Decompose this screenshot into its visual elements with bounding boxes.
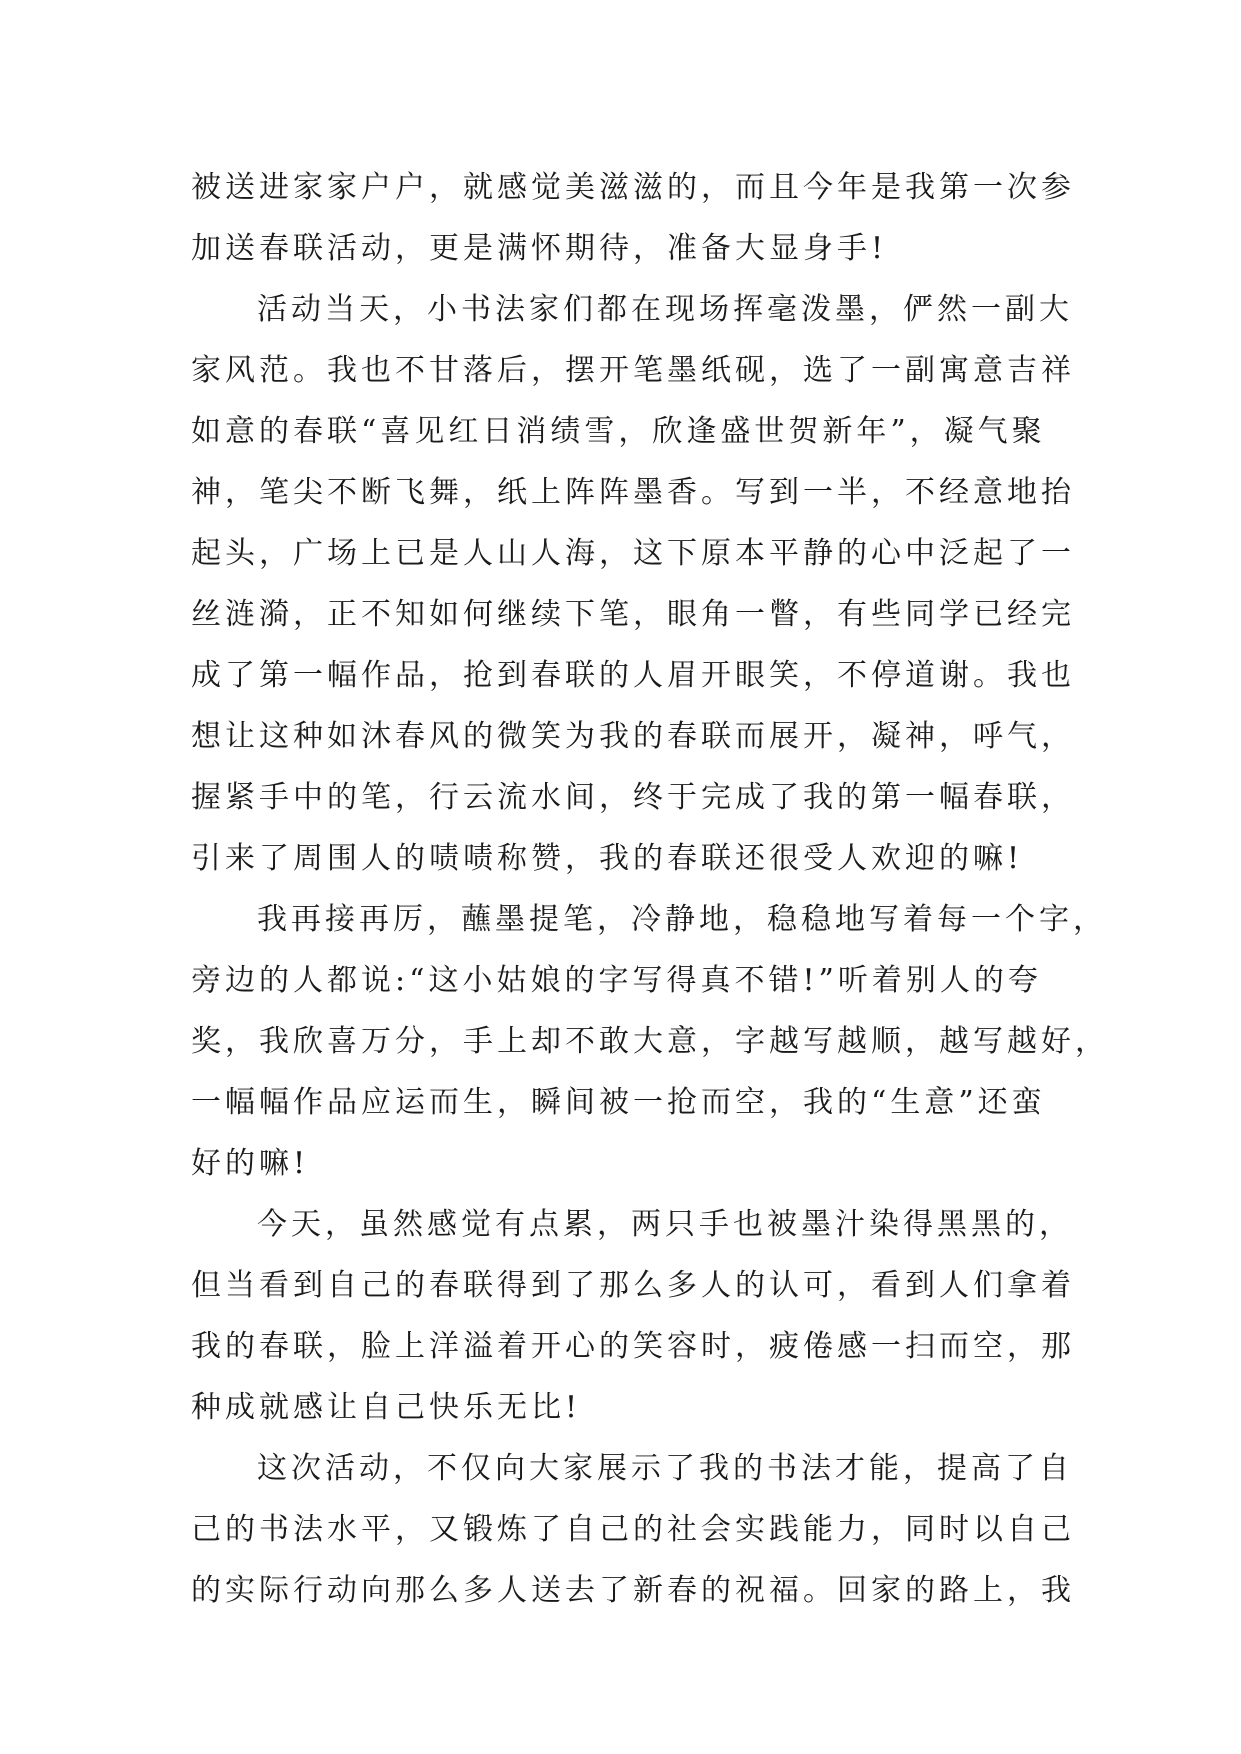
- text-line-1: 被送进家家户户，就感觉美滋滋的，而且今年是我第一次参: [191, 170, 1075, 205]
- text-line-4: 家风范。我也不甘落后，摆开笔墨纸砚，选了一副寓意吉祥: [191, 353, 1075, 388]
- text-line-19: 但当看到自己的春联得到了那么多人的认可，看到人们拿着: [191, 1268, 1075, 1303]
- essay-body: [191, 157, 1109, 1621]
- text-line-23: 己的书法水平，又锻炼了自己的社会实践能力，同时以自己: [191, 1512, 1075, 1547]
- text-line-18: 今天，虽然感觉有点累，两只手也被墨汁染得黑黑的，: [257, 1207, 1073, 1242]
- text-line-6: 神，笔尖不断飞舞，纸上阵阵墨香。写到一半，不经意地抬: [191, 475, 1075, 510]
- text-line-9: 成了第一幅作品，抢到春联的人眉开眼笑，不停道谢。我也: [191, 658, 1075, 693]
- text-line-5: 如意的春联“喜见红日消绩雪，欣逢盛世贺新年”，凝气聚: [191, 414, 1046, 449]
- text-line-22: 这次活动，不仅向大家展示了我的书法才能，提高了自: [257, 1451, 1073, 1486]
- text-line-21: 种成就感让自己快乐无比!: [191, 1390, 582, 1425]
- text-line-8: 丝涟漪，正不知如何继续下笔，眼角一瞥，有些同学已经完: [191, 597, 1075, 632]
- text-line-10: 想让这种如沐春风的微笑为我的春联而展开，凝神，呼气，: [191, 719, 1075, 754]
- text-line-14: 旁边的人都说:“这小姑娘的字写得真不错!”听着别人的夸: [191, 963, 1042, 998]
- text-line-24: 的实际行动向那么多人送去了新春的祝福。回家的路上，我: [191, 1573, 1075, 1608]
- text-line-16: 一幅幅作品应运而生，瞬间被一抢而空，我的“生意”还蛮: [191, 1085, 1046, 1120]
- text-line-15: 奖，我欣喜万分，手上却不敢大意，字越写越顺，越写越好，: [191, 1024, 1109, 1059]
- text-line-3: 活动当天，小书法家们都在现场挥毫泼墨，俨然一副大: [257, 292, 1073, 327]
- text-line-13: 我再接再厉，蘸墨提笔，冷静地，稳稳地写着每一个字，: [257, 902, 1107, 937]
- text-line-20: 我的春联，脸上洋溢着开心的笑容时，疲倦感一扫而空，那: [191, 1329, 1075, 1364]
- text-line-7: 起头，广场上已是人山人海，这下原本平静的心中泛起了一: [191, 536, 1075, 571]
- text-line-12: 引来了周围人的啧啧称赞，我的春联还很受人欢迎的嘛!: [191, 841, 1024, 876]
- text-line-11: 握紧手中的笔，行云流水间，终于完成了我的第一幅春联，: [191, 780, 1075, 815]
- text-line-2: 加送春联活动，更是满怀期待，准备大显身手!: [191, 231, 888, 266]
- text-line-17: 好的嘛!: [191, 1146, 310, 1181]
